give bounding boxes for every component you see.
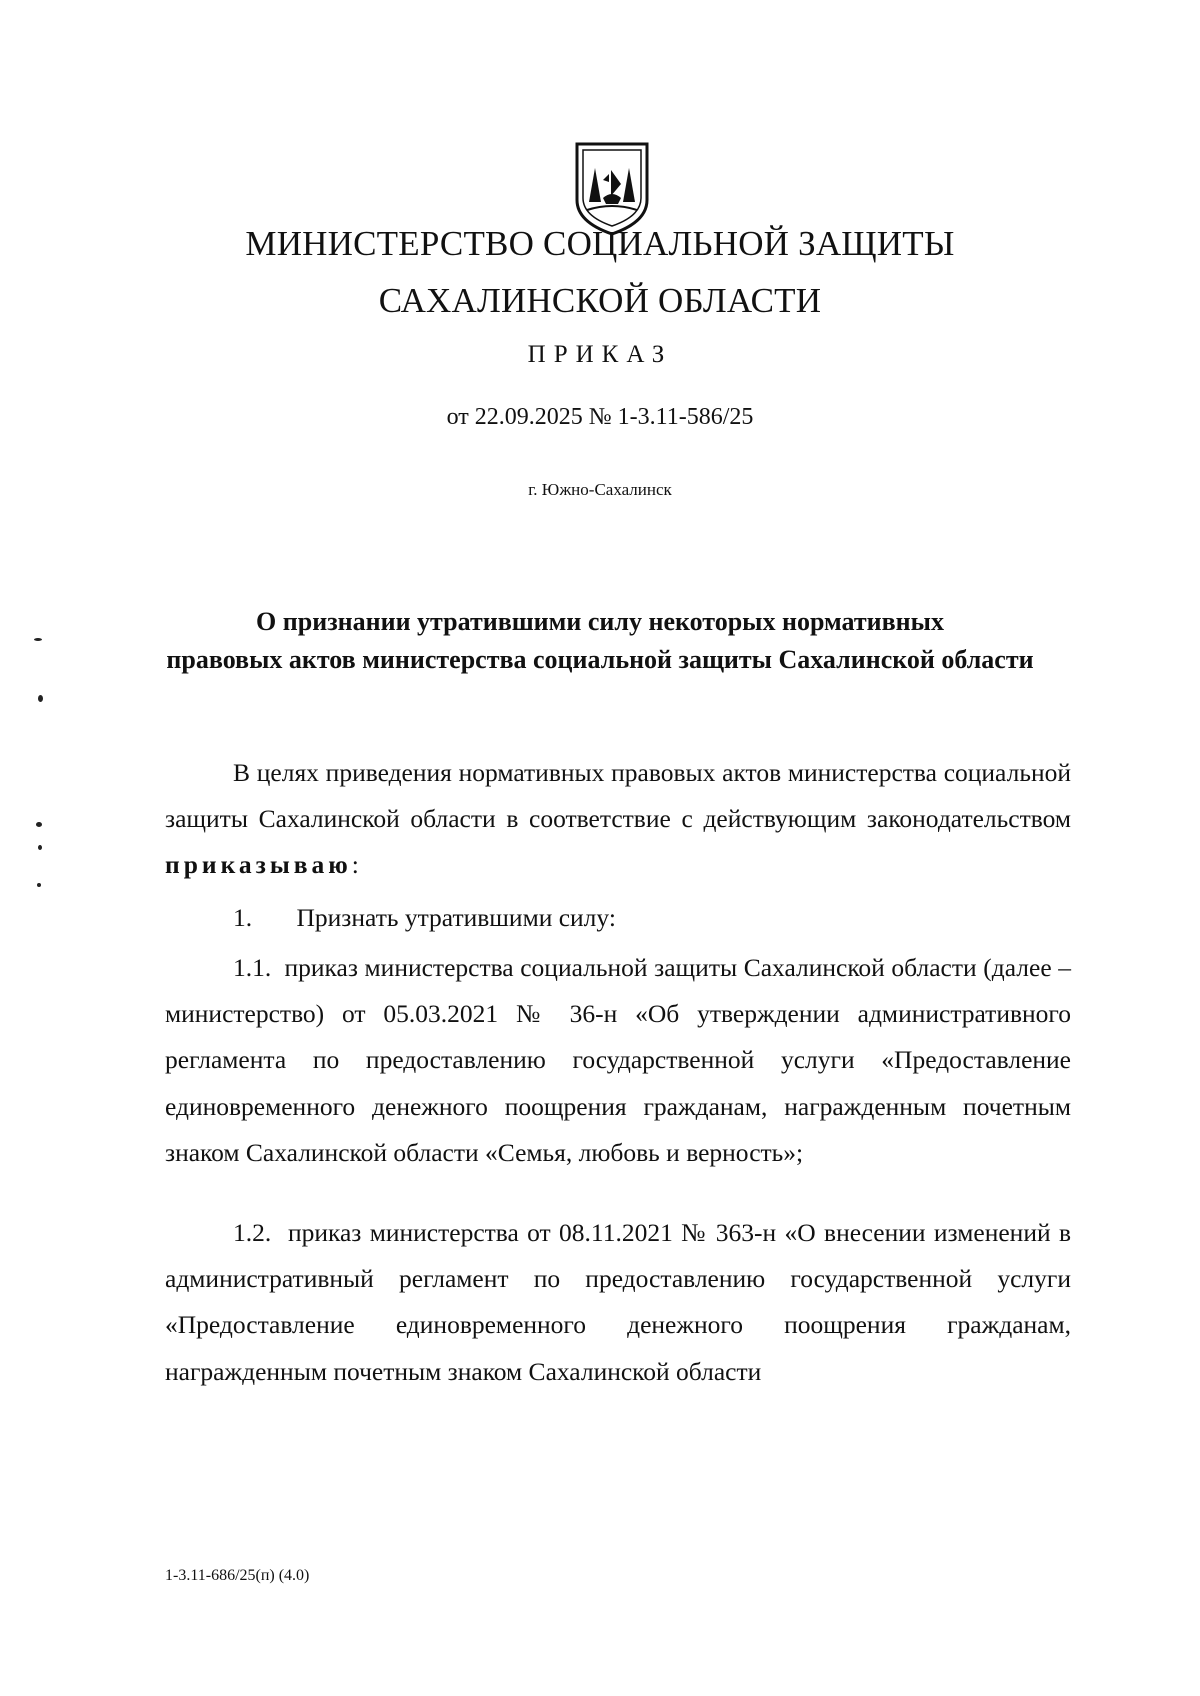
item-1-1 [165, 945, 1071, 1176]
item-1-2-number: 1.2. [233, 1218, 272, 1247]
ministry-name-line2: САХАЛИНСКОЙ ОБЛАСТИ [378, 281, 822, 320]
document-type: ПРИКАЗ [527, 341, 673, 368]
item-1-1-text: приказ министерства социальной защиты Сахалинской области (далее – министерство) от 05.03.2021 № 36-н «Об утверждении административного регламента по предоставлению государственной услуги «Предоставление единовременного денежного поощрения гражданам, награжденным почетным знаком Сахалинской области «Семья, любовь и верность»; [165, 953, 1072, 1167]
item-1-text: Признать утратившими силу: [296, 903, 616, 932]
item-1-number: 1. [233, 903, 253, 932]
intro-text: В целях приведения нормативных правовых актов министерства социальной защиты Сахалинской области в соответствие с действующим законодательством [165, 758, 1071, 834]
intro-emphasis: приказываю [165, 850, 352, 880]
scan-speck [37, 883, 41, 887]
scan-speck [38, 845, 42, 850]
item-1 [233, 903, 616, 933]
city: г. Южно-Сахалинск [528, 480, 672, 499]
ministry-name-line1: МИНИСТЕРСТВО СОЦИАЛЬНОЙ ЗАЩИТЫ [245, 224, 955, 263]
scan-speck [36, 822, 42, 827]
order-number: от 22.09.2025 № 1-3.11-586/25 [446, 404, 754, 430]
subject-line1: О признании утратившими силу некоторых нормативных [256, 607, 944, 636]
item-1-2 [165, 1210, 1071, 1395]
coat-of-arms-icon [573, 140, 651, 236]
intro-paragraph [165, 750, 1071, 889]
footer-document-code: 1-3.11-686/25(п) (4.0) [165, 1567, 310, 1584]
subject-line2: правовых актов министерства социальной защиты Сахалинской области [166, 645, 1034, 674]
scan-speck [38, 695, 43, 702]
item-1-1-number: 1.1. [233, 953, 272, 982]
intro-tail: : [351, 850, 359, 880]
item-1-2-text: приказ министерства от 08.11.2021 № 363-н «О внесении изменений в административный регламент по предоставлению государственной услуги «Предоставление единовременного денежного поощрения гражданам, награжденным почетным знаком Сахалинской области [165, 1218, 1072, 1386]
document-subject [0, 603, 1200, 679]
